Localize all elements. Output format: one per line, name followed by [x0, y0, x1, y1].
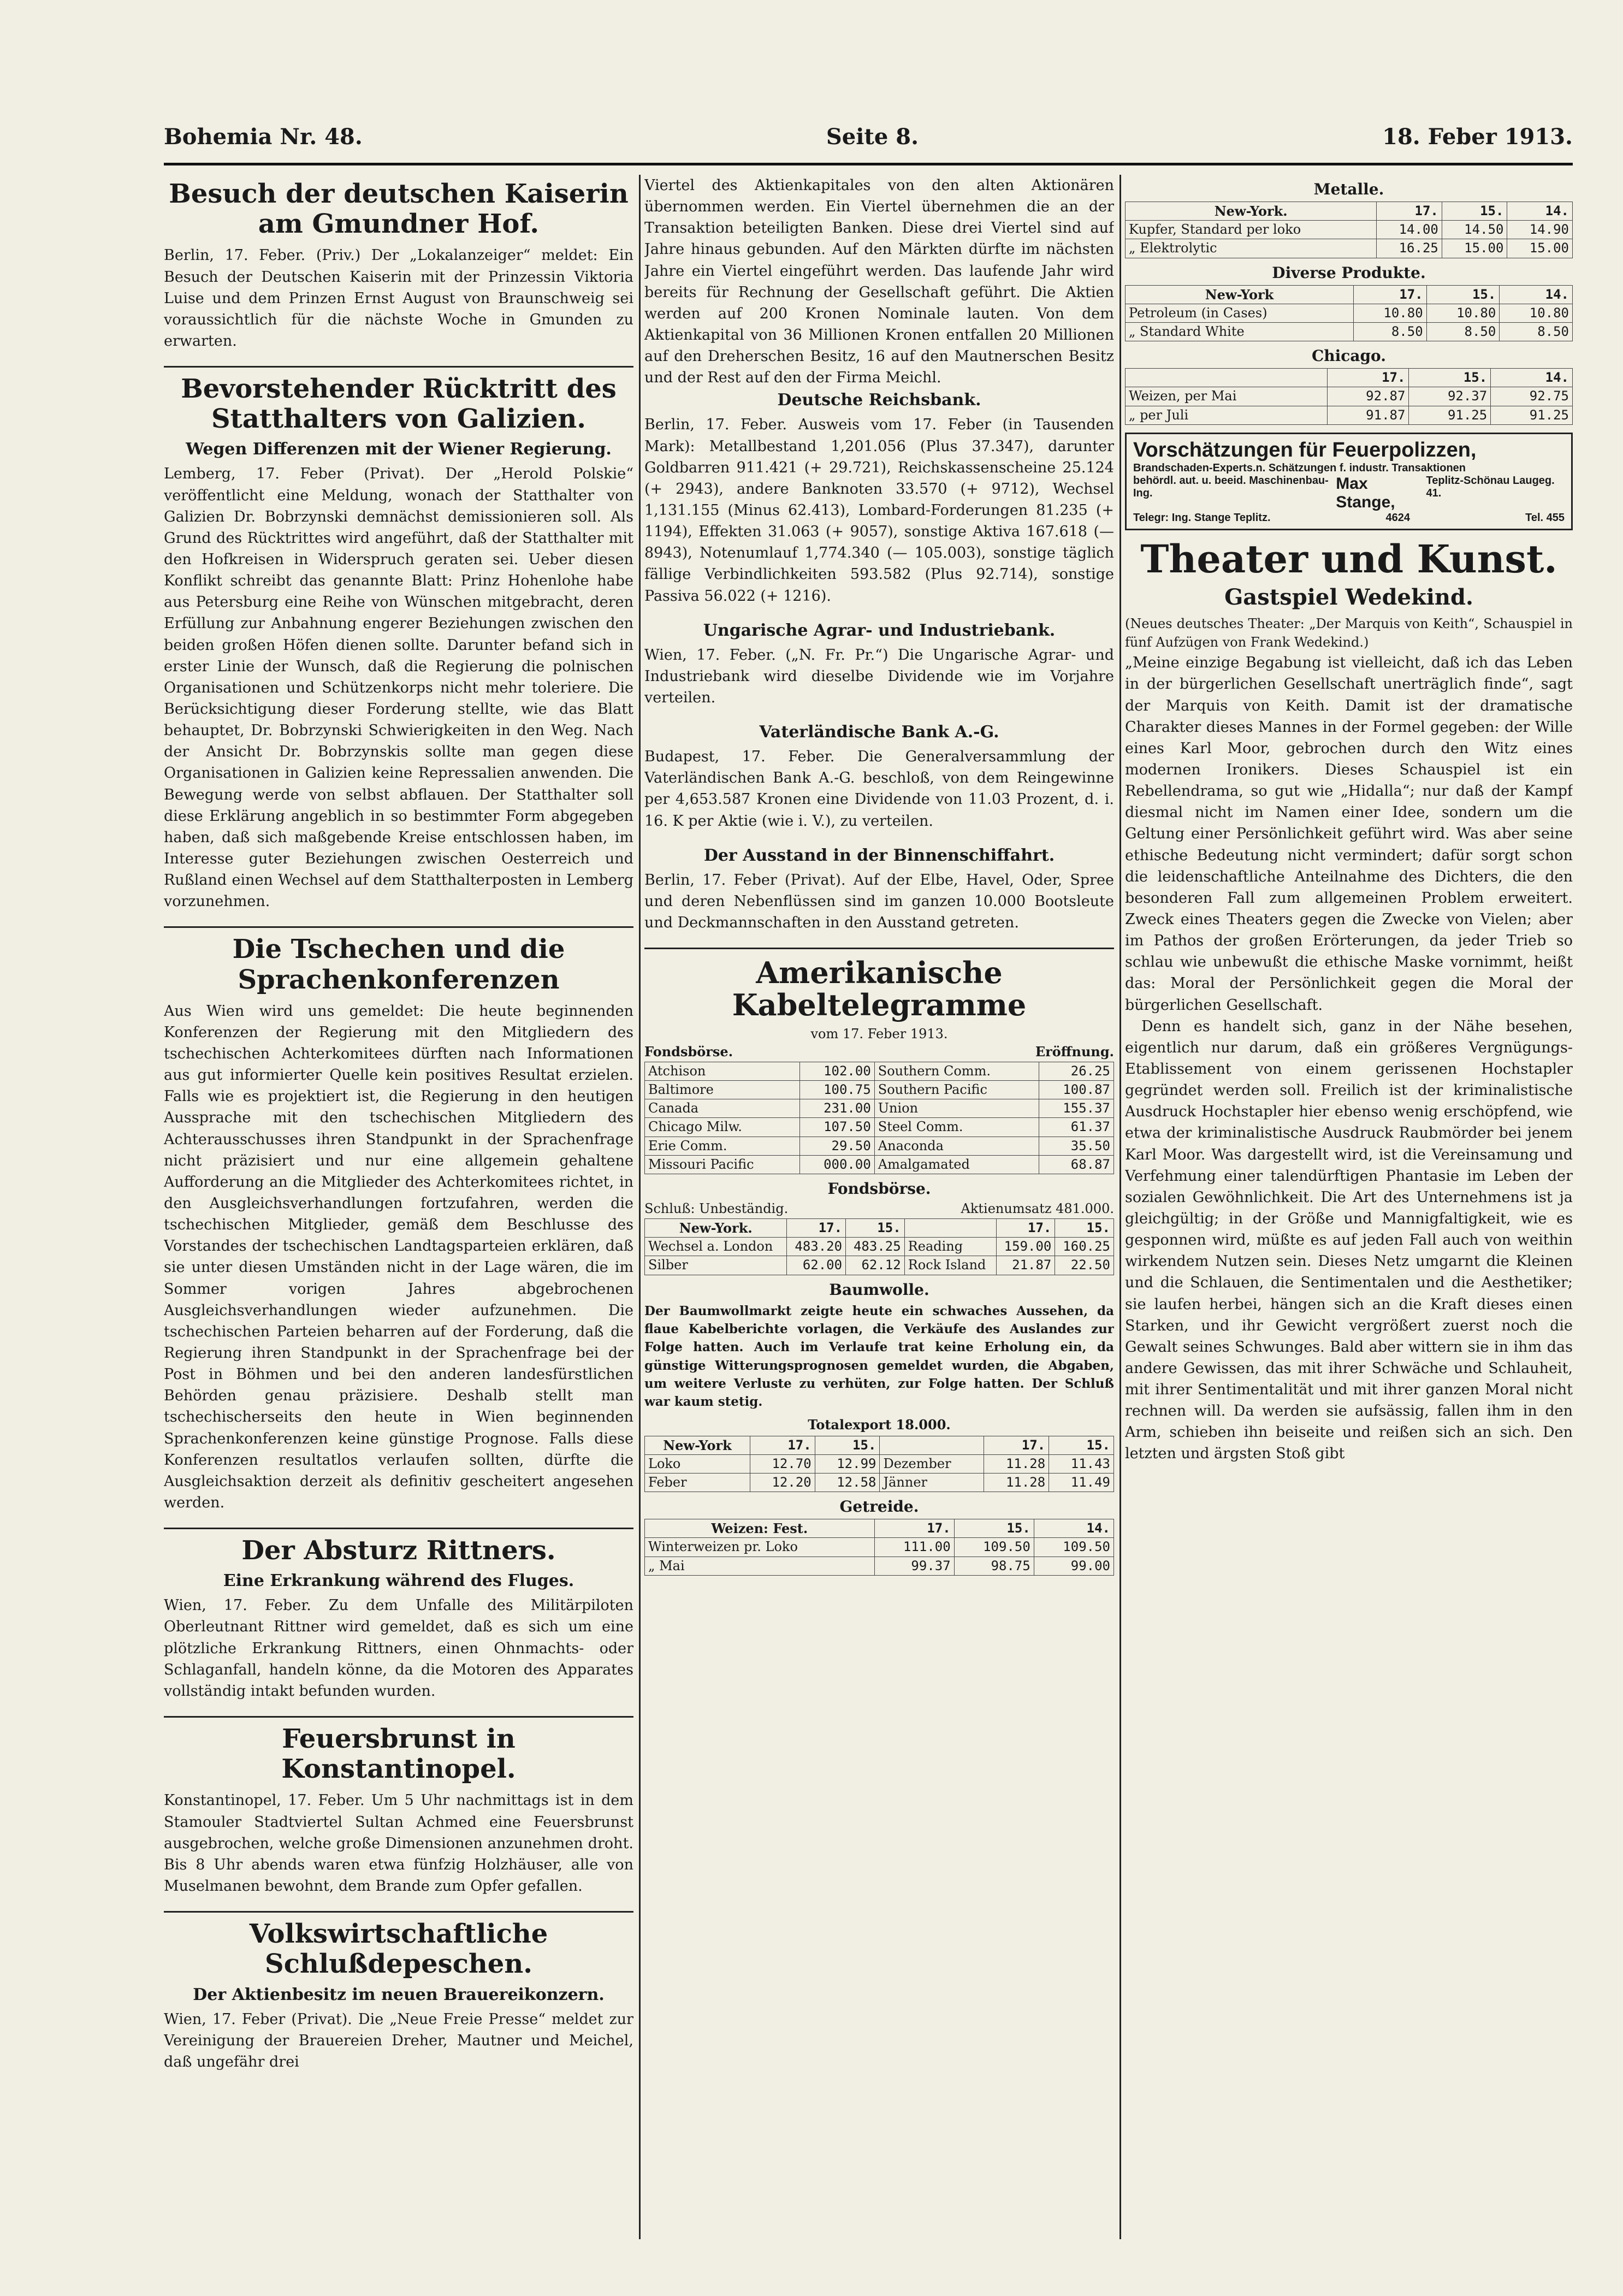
- table-cell: Reading: [904, 1238, 996, 1256]
- table-row: [645, 1238, 1114, 1256]
- baumwolle-text: Der Baumwollmarkt zeigte heute ein schwaches Aussehen, da flaue Kabelberichte vorlagen, die Verkäufe des Auslandes zur Folge hatten. Auch im Verlaufe trat keine Erholung ein, da günstige Witterungsprognosen gemeldet wurden, die Abgaben, um weitere Verluste zu verhüten, zur Folge hatten. Der Schluß war kaum stetig.: [644, 1303, 1114, 1410]
- table-cell: Erie Comm.: [645, 1137, 800, 1155]
- table-row: [645, 1062, 1114, 1080]
- table-header-cell: New-York: [645, 1436, 750, 1454]
- article-body: „Meine einzige Begabung ist vielleicht, daß ich das Leben in der bürgerlichen Gesellschaft unerträglich finde“, sagt der Marquis von Keith. Damit ist der dramatische Charakter dieses Mannes in der Formel gegeben: der Wille eines Karl Moor, gebrochen durch den Witz eines modernen Ironikers. Dieses Schauspiel ist ein Rebellendrama, so gut wie „Hidalla“; nur daß der Kampf diesmal nicht im Namen einer Idee, sondern um die Geltung einer Persönlichkeit geführt wird. Was aber seine ethische Bedeutung nicht vermindert; dafür sorgt schon die leidenschaftliche Anteilnahme des Dichters, die den besonderen Fall zum allgemeinen Problem erweitert. Zweck eines Theaters gegen die Zwecke von Vielen; aber im Pathos der großen Erörterungen, da jeder Trieb so schlau wie unbewußt die ethische Maske vornimmt, heißt das: Moral der Persönlichkeit gegen die Moral der bürgerlichen Gesellschaft.: [1125, 654, 1573, 1014]
- table-cell: Loko: [645, 1454, 750, 1473]
- table-header-cell: 17.: [1377, 202, 1442, 221]
- table-cell: 12.70: [750, 1454, 815, 1473]
- eroeffnung-label: Eröffnung.: [1035, 1043, 1114, 1060]
- table-header-row: [645, 1218, 1114, 1237]
- article-title: Bevorstehender Rücktritt des Statthalters von Galizien.: [181, 374, 617, 435]
- ad-name: Max Stange,: [1336, 474, 1395, 511]
- divider: [644, 948, 1114, 949]
- article-subtitle: Eine Erkrankung während des Fluges.: [223, 1571, 574, 1591]
- table-header-cell: [904, 1218, 996, 1237]
- table-cell: 21.87: [996, 1256, 1055, 1275]
- table-cell: 91.25: [1409, 406, 1491, 424]
- table-header-cell: 17.: [787, 1218, 846, 1237]
- table-cell: 12.58: [815, 1473, 880, 1492]
- table-header-cell: 14.: [1491, 369, 1573, 387]
- table-cell: 11.43: [1049, 1454, 1114, 1473]
- schluss-line: [644, 1201, 1114, 1216]
- article-body: Denn es handelt sich, ganz in der Nähe besehen, eigentlich nur darum, daß ein größeres Vergnügungs-Etablissement von einem gerissenen Hochstapler gegründet werden soll. Freilich ist der kriminalistische Ausdruck Hochstapler hier ebenso wenig erschöpfend, wie etwa der kriminalistische Ausdruck Raubmörder bei jenem Karl Moor. Was dargestellt wird, ist die Vereinsamung und Verfehmung einer talendürftigen Phantasie im Leben der sozialen Gewöhnlichkeit. Die Art des Unternehmens ist ja gleichgültig; in der Größe und Mannigfaltigkeit, wie es gesponnen wird, müßte es auf jeden Fall auch von weithin wirkendem Nutzen sein. Dieses Netz umgarnt die Kleinen und die Schlauen, die Sentimentalen und die Aesthetiker; sie laufen herbei, hängen sich an die Kraft dieses einen Starken, und ihr Gewicht vergrößert zuerst noch die Gewalt seines Schwunges. Bald aber wittern sie in ihm das andere Gewissen, das mit ihrer Schwäche und Schlauheit, mit ihrer Sentimentalität und mit ihrer ganzen Moral nicht rechnen will. Da werden sie aufsässig, fallen ihm in den Arm, schieben ihn beiseite und reißen sich an sich. Den letzten und ärgsten Stoß gibt: [1125, 1017, 1573, 1463]
- column-divider: [1119, 175, 1121, 2239]
- article-subtitle: Wegen Differenzen mit der Wiener Regierung.: [186, 440, 612, 459]
- ad-text: Teplitz-Schönau Laugeg. 41.: [1426, 474, 1555, 499]
- baumwolle-title: Baumwolle.: [829, 1280, 929, 1299]
- table-header-cell: 14.: [1034, 1519, 1113, 1538]
- table-cell: 91.87: [1327, 406, 1409, 424]
- table-cell: Weizen, per Mai: [1126, 387, 1328, 406]
- article-body: Konstantinopel, 17. Feber. Um 5 Uhr nachmittags ist in dem Stamouler Stadtviertel Sultan Achmed eine Feuersbrunst ausgebrochen, welche große Dimensionen anzunehmen droht. Bis 8 Uhr abends waren etwa fünfzig Holzhäuser, alle von Muselmanen bewohnt, dem Brande zum Opfer gefallen.: [164, 1792, 633, 1895]
- article-body: Wien, 17. Feber (Privat). Die „Neue Freie Presse“ meldet zur Vereinigung der Brauereien Dreher, Mautner und Meichel, daß ungefähr drei: [164, 2010, 633, 2070]
- schluss-left: Schluß: Unbeständig.: [644, 1200, 789, 1216]
- table-header-cell: New-York.: [1126, 202, 1377, 221]
- table-cell: 91.25: [1491, 406, 1573, 424]
- table-row: [1126, 387, 1573, 406]
- table-row: [645, 1155, 1114, 1174]
- diverse-table: [1125, 285, 1573, 342]
- column-divider: [639, 175, 641, 2239]
- table-cell: Kupfer, Standard per loko: [1126, 221, 1377, 239]
- table-cell: 8.50: [1426, 322, 1500, 341]
- table-row: [645, 1256, 1114, 1275]
- divider: [164, 1716, 633, 1718]
- article-body: Berlin, 17. Feber (Privat). Auf der Elbe, Havel, Oder, Spree und deren Nebenflüssen sind im ganzen 10.000 Bootsleute und Deckmannschaften in den Ausstand getreten.: [644, 871, 1114, 931]
- fonds-table: [644, 1062, 1114, 1174]
- ad-text: behördl. aut. u. beeid. Maschinenbau-Ing.: [1133, 474, 1329, 499]
- getreide-table: [644, 1519, 1114, 1576]
- baumwolle-table: [644, 1436, 1114, 1493]
- page-header: [164, 120, 1573, 153]
- table-cell: 92.75: [1491, 387, 1573, 406]
- table-header-cell: 15.: [954, 1519, 1034, 1538]
- table-cell: Canada: [645, 1099, 800, 1118]
- schluss-title: Fondsbörse.: [827, 1179, 931, 1198]
- table-row: [645, 1454, 1114, 1473]
- table-header-cell: New-York: [1126, 285, 1354, 304]
- divider: [164, 1528, 633, 1529]
- table-cell: Winterweizen pr. Loko: [645, 1538, 875, 1557]
- table-cell: 10.80: [1426, 304, 1500, 322]
- table-cell: „ Mai: [645, 1557, 875, 1575]
- article-title: Ungarische Agrar- und Industriebank.: [703, 620, 1056, 640]
- table-cell: Dezember: [880, 1454, 984, 1473]
- table-cell: Feber: [645, 1473, 750, 1492]
- table-header-cell: 17.: [984, 1436, 1049, 1454]
- table-cell: 160.25: [1055, 1238, 1114, 1256]
- article-body: Berlin, 17. Feber. Ausweis vom 17. Feber (in Tausenden Mark): Metallbestand 1,201.056 (Plus 37.347), darunter Goldbarren 911.421 (+ 29.721), Reichskassenscheine 25.124 (+ 2943), andere Banknoten 33.570 (+ 9712), Wechsel 1,131.155 (Minus 62.413), Lombard-Forderungen 81.235 (+ 1194), Effekten 31.063 (+ 9057), sonstige Aktiva 167.618 (— 8943), Notenumlauf 1,774.340 (— 105.003), sonstige täglich fällige Verbindlichkeiten 593.582 (Plus 92.714), sonstige Passiva 56.022 (+ 1216).: [644, 416, 1114, 605]
- table-cell: Atchison: [645, 1062, 800, 1080]
- table-cell: 62.12: [846, 1256, 905, 1275]
- table-header-cell: 17.: [1327, 369, 1409, 387]
- article-body: Lemberg, 17. Feber (Privat). Der „Herold Polskie“ veröffentlicht eine Meldung, wonach der Statthalter von Galizien Dr. Bobrzynski demnächst demissionieren soll. Als Grund des Rücktrittes wird angeführt, daß der Statthalter mit den Hofkreisen in Widerspruch geraten sei. Ueber diesen Konflikt schreibt das genannte Blatt: Prinz Hohenlohe habe aus Petersburg eine Reihe von Wünschen mitgebracht, deren Erfüllung zur Anbahnung engerer Beziehungen zwischen den beiden großen Höfen dienen sollte. Darunter befand sich in erster Linie der Wunsch, daß die Regierung die polnischen Organisationen und Schützenkorps nicht mehr toleriere. Die Berücksichtigung dieser Forderung stellte, wie das Blatt behauptet, Dr. Bobrzynski Schwierigkeiten in den Weg. Nach der Ansicht Dr. Bobrzynskis sollte man gegen diese Organisationen in Galizien keine Repressalien anwenden. Die Bewegung werde von selbst abflauen. Der Statthalter soll diese Erklärung angeblich in so bestimmter Form abgegeben haben, daß sich maßgebende Kreise entschlossen haben, im Interesse guter Beziehungen zwischen Oesterreich und Rußland einen Wechsel auf dem Statthalterposten in Lemberg vorzunehmen.: [164, 465, 633, 910]
- table-row: [1126, 221, 1573, 239]
- table-header-cell: 15.: [1426, 285, 1500, 304]
- chicago-title: Chicago.: [1312, 347, 1386, 365]
- table-cell: Amalgamated: [874, 1155, 1039, 1174]
- table-header-cell: 15.: [1409, 369, 1491, 387]
- table-cell: 483.20: [787, 1238, 846, 1256]
- table-header-cell: 15.: [846, 1218, 905, 1237]
- chicago-table: [1125, 368, 1573, 425]
- article-rittner: [164, 1536, 633, 1702]
- table-header-row: [1126, 369, 1573, 387]
- table-cell: 61.37: [1039, 1118, 1113, 1137]
- table-cell: 155.37: [1039, 1099, 1113, 1118]
- table-cell: 14.00: [1377, 221, 1442, 239]
- ad-line: Brandschaden-Experts.n. Schätzungen f. industr. Transaktionen: [1133, 461, 1466, 474]
- column-3: [1125, 175, 1573, 2239]
- table-header-cell: Weizen: Fest.: [645, 1519, 875, 1538]
- table-header-row: [1126, 202, 1573, 221]
- table-cell: 11.49: [1049, 1473, 1114, 1492]
- getreide-title: Getreide.: [839, 1498, 919, 1516]
- table-cell: 14.90: [1507, 221, 1573, 239]
- fonds-label: Fondsbörse.: [644, 1043, 733, 1060]
- table-header-cell: 17.: [874, 1519, 954, 1538]
- table-cell: 15.00: [1507, 239, 1573, 258]
- table-cell: 12.20: [750, 1473, 815, 1492]
- table-cell: 231.00: [799, 1099, 874, 1118]
- ny-close-table: [644, 1218, 1114, 1275]
- table-header-cell: 15.: [815, 1436, 880, 1454]
- issue-label: Bohemia Nr. 48.: [164, 123, 363, 150]
- article-subtitle: Der Aktienbesitz im neuen Brauereikonzern.: [193, 1985, 605, 2004]
- ad-text: Telegr: Ing. Stange Teplitz.: [1133, 511, 1271, 524]
- article-title: Gastspiel Wedekind.: [1224, 584, 1473, 610]
- table-row: [1126, 239, 1573, 258]
- table-cell: 102.00: [799, 1062, 874, 1080]
- article-reichsbank: [644, 390, 1114, 606]
- ad-title: Vorschätzungen für Feuerpolizzen,: [1133, 438, 1477, 461]
- table-cell: „ per Juli: [1126, 406, 1328, 424]
- table-row: [645, 1538, 1114, 1557]
- table-cell: 100.87: [1039, 1081, 1113, 1099]
- table-header-cell: 15.: [1442, 202, 1507, 221]
- table-header-cell: [1126, 369, 1328, 387]
- article-intro: (Neues deutsches Theater: „Der Marquis von Keith“, Schauspiel in fünf Aufzügen von Frank Wedekind.): [1125, 616, 1573, 650]
- article-vaterlaendische-bank: [644, 723, 1114, 832]
- table-cell: Southern Pacific: [874, 1081, 1039, 1099]
- table-cell: 8.50: [1353, 322, 1426, 341]
- table-cell: Petroleum (in Cases): [1126, 304, 1354, 322]
- article-body: Wien, 17. Feber. („N. Fr. Pr.“) Die Ungarische Agrar- und Industriebank wird dieselbe Dividende wie im Vorjahre verteilen.: [644, 646, 1114, 706]
- table-cell: 26.25: [1039, 1062, 1113, 1080]
- table-cell: 35.50: [1039, 1137, 1113, 1155]
- section-title-cables: Amerikanische Kabeltelegramme: [732, 955, 1027, 1023]
- table-cell: 107.50: [799, 1118, 874, 1137]
- table-cell: 92.37: [1409, 387, 1491, 406]
- table-header-cell: 14.: [1500, 285, 1573, 304]
- table-row: [645, 1118, 1114, 1137]
- table-cell: 98.75: [954, 1557, 1034, 1575]
- article-title: Die Tschechen und die Sprachenkonferenzen: [232, 934, 565, 995]
- table-cell: Jänner: [880, 1473, 984, 1492]
- table-cell: 100.75: [799, 1081, 874, 1099]
- article-body: Aus Wien wird uns gemeldet: Die heute beginnenden Konferenzen der Regierung mit den Mitgliedern des tschechischen Achterkomitees dürften nach Informationen aus gut informierter Quelle kein positives Resultat erzielen. Falls wie es projektiert ist, die Regierung in den heutigen Aussprache mit den tschechischen Mitgliedern des Achterausschusses ihren Standpunkt in der Sprachenfrage nicht präzisiert und nur eine allgemein gehaltene Aufforderung an die Mitglieder des Achterkomitees richtet, in den Ausgleichsverhandlungen fortzufahren, werden die tschechischen Mitglieder, gemäß dem Beschlusse des Vorstandes der tschechischen Landtagsparteien erklären, daß sie unter diesen Umständen nicht in der Lage wären, die im Sommer vorigen Jahres abgebrochenen Ausgleichsverhandlungen wieder aufzunehmen. Die tschechischen Parteien beharren auf der Forderung, daß die Regierung ihren Standpunkt in der Sprachenfrage bei der Post in Böhmen und bei den anderen landesfürstlichen Behörden genau präzisiere. Deshalb stellt man tschechischerseits den heute in Wien beginnenden Sprachenkonferenzen keine günstige Prognose. Falls diese Konferenzen resultatlos verlaufen sollten, dürfte die Ausgleichsaktion derzeit als definitiv gescheitert angesehen werden.: [164, 1002, 633, 1512]
- table-cell: 483.25: [846, 1238, 905, 1256]
- article-title: Der Absturz Rittners.: [241, 1535, 556, 1566]
- table-header-cell: [880, 1436, 984, 1454]
- table-cell: 109.50: [954, 1538, 1034, 1557]
- table-header-cell: 17.: [1353, 285, 1426, 304]
- article-agrarbank: [644, 621, 1114, 708]
- article-title: Volkswirtschaftliche Schlußdepeschen.: [249, 1919, 548, 1980]
- table-cell: Union: [874, 1099, 1039, 1118]
- article-body: Berlin, 17. Feber. (Priv.) Der „Lokalanzeiger“ meldet: Ein Besuch der Deutschen Kaiserin mit der Prinzessin Viktoria Luise und dem Prinzen Ernst August von Braunschweig sei voraussichtlich für die nächste Woche in Gmunden zu erwarten.: [164, 247, 633, 350]
- table-cell: 14.50: [1442, 221, 1507, 239]
- ad-text: Tel. 455: [1525, 511, 1565, 524]
- table-header-cell: 15.: [1049, 1436, 1114, 1454]
- article-continuation: Viertel des Aktienkapitales von den alten Aktionären übernommen werden. Ein Viertel übernehmen die an der Transaktion beteiligten Banken. Diese drei Viertel sind auf Jahre hinaus gebunden. Auf den Märkten dürfte im nächsten Jahre ein Viertel eingeführt werden. Das laufende Jahr wird bereits für Rechnung der Gesellschaft geführt. Die Aktien werden auf 200 Kronen Nominale lauten. Von dem Aktienkapital von 36 Millionen Kronen entfallen 20 Millionen auf den Dreherschen Besitz, 16 auf den Mautnerschen Besitz und der Rest auf den der Firma Meichl.: [644, 177, 1114, 387]
- table-cell: Steel Comm.: [874, 1118, 1039, 1137]
- table-cell: 10.80: [1353, 304, 1426, 322]
- table-cell: 11.28: [984, 1454, 1049, 1473]
- table-cell: 99.37: [874, 1557, 954, 1575]
- table-cell: Rock Island: [904, 1256, 996, 1275]
- article-galizien: [164, 374, 633, 912]
- table-cell: 11.28: [984, 1473, 1049, 1492]
- issue-date: 18. Feber 1913.: [1382, 123, 1573, 150]
- divider: [164, 366, 633, 368]
- table-cell: Baltimore: [645, 1081, 800, 1099]
- table-cell: 10.80: [1500, 304, 1573, 322]
- article-kaiserin: [164, 179, 633, 352]
- table-header-row: [1126, 285, 1573, 304]
- section-title-theater: Theater und Kunst.: [1140, 536, 1557, 582]
- article-title: Feuersbrunst in Konstantinopel.: [281, 1724, 516, 1785]
- table-cell: Anaconda: [874, 1137, 1039, 1155]
- table-row: [1126, 322, 1573, 341]
- table-cell: „ Elektrolytic: [1126, 239, 1377, 258]
- article-title: Der Ausstand in der Binnenschiffahrt.: [703, 845, 1055, 865]
- table-header-cell: 14.: [1507, 202, 1573, 221]
- article-konstantinopel: [164, 1724, 633, 1897]
- table-header-cell: New-York.: [645, 1218, 787, 1237]
- table-cell: Chicago Milw.: [645, 1118, 800, 1137]
- table-cell: 99.00: [1034, 1557, 1113, 1575]
- table-cell: 000.00: [799, 1155, 874, 1174]
- advertisement-feuerpolizzen: [1125, 433, 1573, 530]
- table-cell: „ Standard White: [1126, 322, 1354, 341]
- table-row: [645, 1557, 1114, 1575]
- divider: [164, 1911, 633, 1913]
- table-cell: 15.00: [1442, 239, 1507, 258]
- column-1: [164, 175, 633, 2239]
- ad-text: 4624: [1385, 511, 1411, 524]
- article-binnenschiffahrt: [644, 846, 1114, 933]
- table-header-cell: 17.: [750, 1436, 815, 1454]
- table-row: [645, 1081, 1114, 1099]
- table-cell: Wechsel a. London: [645, 1238, 787, 1256]
- page-number: Seite 8.: [826, 123, 919, 150]
- baumwolle-total: Totalexport 18.000.: [808, 1416, 951, 1433]
- section-date: vom 17. Feber 1913.: [810, 1026, 948, 1042]
- table-cell: 109.50: [1034, 1538, 1113, 1557]
- article-title: Besuch der deutschen Kaiserin am Gmundner Hof.: [169, 179, 629, 240]
- table-row: [645, 1137, 1114, 1155]
- table-cell: 12.99: [815, 1454, 880, 1473]
- schluss-right: Aktienumsatz 481.000.: [961, 1200, 1114, 1216]
- table-cell: 68.87: [1039, 1155, 1113, 1174]
- table-row: [1126, 304, 1573, 322]
- diverse-title: Diverse Produkte.: [1272, 263, 1426, 282]
- article-title: Vaterländische Bank A.-G.: [759, 723, 999, 742]
- newspaper-page: [164, 120, 1573, 2261]
- table-header-cell: 17.: [996, 1218, 1055, 1237]
- fonds-header-line: [644, 1044, 1114, 1060]
- table-cell: 29.50: [799, 1137, 874, 1155]
- table-cell: 22.50: [1055, 1256, 1114, 1275]
- divider: [164, 926, 633, 928]
- table-cell: Southern Comm.: [874, 1062, 1039, 1080]
- ad-line: [1133, 475, 1565, 512]
- table-cell: 62.00: [787, 1256, 846, 1275]
- article-schlussdepeschen: [164, 1919, 633, 2073]
- table-header-cell: 15.: [1055, 1218, 1114, 1237]
- table-row: [1126, 406, 1573, 424]
- column-2: [644, 175, 1114, 2239]
- table-row: [645, 1473, 1114, 1492]
- table-header-row: [645, 1436, 1114, 1454]
- header-rule: [164, 163, 1573, 165]
- table-cell: 8.50: [1500, 322, 1573, 341]
- table-row: [645, 1099, 1114, 1118]
- metalle-table: [1125, 202, 1573, 258]
- article-title: Deutsche Reichsbank.: [777, 390, 981, 410]
- article-body: Budapest, 17. Feber. Die Generalversammlung der Vaterländischen Bank A.-G. beschloß, von dem Reingewinne per 4,653.587 Kronen eine Dividende von 11.03 Prozent, d. i. 16. K per Aktie (wie i. V.), zu verteilen.: [644, 748, 1114, 830]
- article-tschechen: [164, 934, 633, 1513]
- table-header-row: [645, 1519, 1114, 1538]
- table-cell: Silber: [645, 1256, 787, 1275]
- ad-line: [1133, 512, 1565, 524]
- table-cell: 159.00: [996, 1238, 1055, 1256]
- metalle-title: Metalle.: [1313, 180, 1384, 198]
- table-cell: Missouri Pacific: [645, 1155, 800, 1174]
- table-cell: 92.87: [1327, 387, 1409, 406]
- table-cell: 16.25: [1377, 239, 1442, 258]
- article-body: Wien, 17. Feber. Zu dem Unfalle des Militärpiloten Oberleutnant Rittner wird gemeldet, daß es sich um eine plötzliche Erkrankung Rittners, einen Ohnmachts- oder Schlaganfall, handeln könne, da die Motoren des Apparates vollständig intakt befunden wurden.: [164, 1597, 633, 1700]
- table-cell: 111.00: [874, 1538, 954, 1557]
